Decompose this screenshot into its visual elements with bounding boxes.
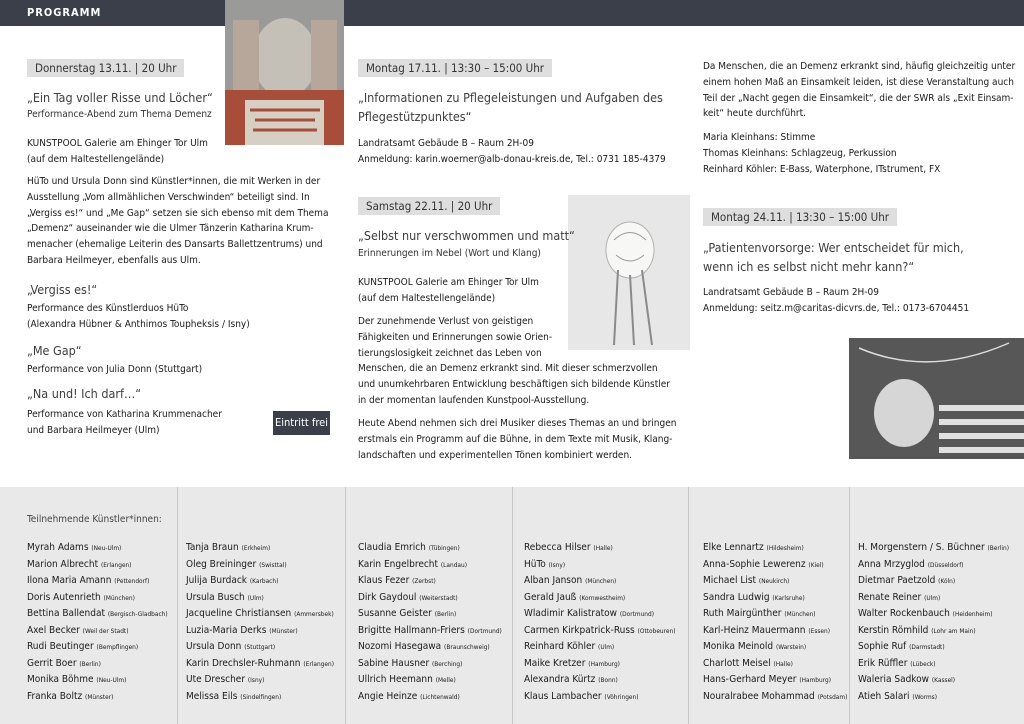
artist-city: (Isny) — [247, 676, 265, 684]
artist-name: Monika Meinold — [703, 641, 774, 652]
artist-entry — [358, 639, 502, 656]
artist-entry — [186, 606, 334, 623]
artist-city: (Worms) — [912, 692, 937, 701]
part-details — [27, 301, 250, 333]
artist-entry — [27, 623, 168, 640]
event4-title-line: „Patientenvorsorge: Wer entscheidet für mich, — [703, 240, 964, 255]
artist-entry — [703, 540, 847, 557]
artist-city: (Karbach) — [249, 577, 279, 585]
artist-entry — [186, 656, 334, 673]
artist-entry — [524, 672, 676, 689]
artist-name: Gerrit Boer — [27, 657, 77, 669]
artist-name: Wladimir Kalistratow — [524, 608, 617, 619]
artist-city: (Berlin) — [79, 659, 101, 668]
artist-city: (Kiel) — [808, 560, 824, 569]
artist-city: (Neukirch) — [758, 577, 790, 585]
part-title: „Vergiss es!“ — [27, 282, 98, 297]
artist-city: (Tübingen) — [428, 544, 460, 552]
artist-city: (Warstein) — [775, 643, 807, 651]
artist-entry — [358, 672, 502, 689]
artist-entry — [27, 590, 168, 607]
artist-entry — [358, 623, 502, 640]
artist-city: (Heidenheim) — [952, 610, 993, 618]
artist-entry — [27, 672, 168, 689]
artist-city: (Hamburg) — [588, 659, 620, 668]
artist-name: Dietmar Paetzold — [858, 575, 936, 586]
artist-city: (Ulm) — [924, 593, 941, 602]
event2-title-line: „Informationen zu Pflegeleistungen und Aufgaben des — [358, 90, 663, 105]
artist-city: (Bergisch-Gladbach) — [107, 610, 168, 618]
event1-title: „Ein Tag voller Risse und Löcher“ — [27, 90, 213, 105]
artist-entry — [27, 557, 168, 574]
artist-name: Monika Böhme — [27, 674, 94, 685]
part-details — [27, 407, 222, 439]
artist-city: (München) — [103, 593, 135, 602]
event4-title-line: wenn ich es selbst nicht mehr kann?“ — [703, 259, 915, 274]
artist-city: (Melle) — [435, 676, 456, 684]
artist-city: (Berlin) — [987, 544, 1010, 552]
artist-city: (Stuttgart) — [244, 643, 276, 651]
artist-name: Luzia-Maria Derks — [186, 624, 267, 636]
artist-name: Nouralrabee Mohammad — [703, 690, 815, 702]
artist-city: (Berlin) — [434, 610, 457, 618]
artist-entry — [358, 689, 502, 706]
artist-city: (München) — [585, 577, 617, 585]
part-title: „Na und! Ich darf…“ — [27, 386, 142, 401]
event3-title: „Selbst nur verschwommen und matt“ — [358, 228, 575, 243]
artist-city: (Isny) — [548, 560, 566, 569]
artist-entry — [703, 623, 847, 640]
event3-text-line: Fähigkeiten und Erinnerungen sowie Orien- — [358, 331, 553, 343]
event3-text-line: und unumkehrbaren Entwicklung beschäftigen sich bildende Künstler — [358, 379, 670, 391]
credit-line: Thomas Kleinhans: Schlagzeug, Perkussion — [703, 147, 897, 159]
artist-name: H. Morgenstern / S. Büchner — [858, 542, 985, 553]
event4-date: Montag 24.11. | 13:30 – 15:00 Uhr — [703, 208, 897, 226]
artist-name: Oleg Breininger — [186, 558, 257, 570]
artist-name: Bettina Ballendat — [27, 608, 106, 619]
event1-description-line: „Demenz“ auseinander wie die Ulmer Tänzerin Katharina Krum- — [27, 223, 314, 235]
artist-name: Alexandra Kürtz — [524, 674, 596, 685]
artist-column — [858, 540, 1009, 705]
artist-entry — [186, 639, 334, 656]
event3-text-line: Menschen, die an Demenz erkrankt sind. Mit dieser schmerzvollen — [358, 363, 658, 375]
artist-city: (Darmstadt) — [909, 643, 945, 651]
artist-name: Ursula Donn — [186, 641, 242, 652]
artists-heading: Teilnehmende Künstler*innen: — [27, 514, 162, 525]
artist-entry — [186, 672, 334, 689]
artist-city: (Erkheim) — [241, 544, 271, 552]
artist-name: Ute Drescher — [186, 674, 246, 685]
event4-details — [703, 285, 969, 317]
artist-city: (Landau) — [440, 560, 468, 569]
artist-entry — [858, 540, 1009, 557]
artist-name: Ursula Busch — [186, 591, 245, 603]
artist-name: Karin Engelbrecht — [358, 558, 439, 570]
artist-name: Brigitte Hallmann-Friers — [358, 624, 465, 636]
part-details — [27, 362, 202, 378]
event1-description-line: HüTo und Ursula Donn sind Künstler*innen, die mit Werken in der — [27, 176, 321, 187]
event1-description-line: menacher (ehemalige Leiterin des Dansarts Ballettzentrums) und — [27, 239, 323, 251]
artist-name: Walter Rockenbauch — [858, 608, 950, 619]
artist-city: (Braunschweig) — [444, 643, 490, 651]
artist-name: HüTo — [524, 558, 546, 570]
artist-name: Karl-Heinz Mauermann — [703, 624, 806, 636]
artist-name: Franka Boltz — [27, 690, 83, 702]
artist-city: (Erlangen) — [303, 659, 334, 668]
photo-old-woman-veil — [849, 338, 1024, 459]
column-divider — [849, 487, 850, 724]
artist-city: (Essen) — [808, 626, 831, 635]
artist-entry — [703, 606, 847, 623]
event2-details — [358, 136, 666, 168]
event3-date: Samstag 22.11. | 20 Uhr — [358, 197, 500, 215]
event3-text-line: tierungslosigkeit zeichnet das Leben von — [358, 347, 542, 359]
artist-name: Doris Autenrieth — [27, 591, 101, 603]
artist-city: (Potsdam) — [817, 692, 848, 701]
artist-name: Rudi Beutinger — [27, 641, 94, 652]
artist-city: (Hildesheim) — [766, 544, 804, 552]
artist-entry — [858, 606, 1009, 623]
event1-venue-line: (auf dem Haltestellengelände) — [27, 153, 165, 165]
program-header — [0, 0, 1024, 26]
artist-name: Renate Reiner — [858, 591, 922, 603]
artist-entry — [524, 623, 676, 640]
artist-column — [703, 540, 847, 705]
artist-city: (Neu-Ulm) — [96, 676, 127, 684]
artist-name: Reinhard Köhler — [524, 641, 596, 652]
event1-description-line: Barbara Heilmeyer, ebenfalls aus Ulm. — [27, 254, 201, 266]
event3-continued-text — [703, 59, 1015, 122]
artist-name: Nozomi Hasegawa — [358, 641, 442, 652]
event3-text-line: Heute Abend nehmen sich drei Musiker dieses Themas an und bringen — [358, 418, 677, 429]
event4-title — [703, 238, 964, 276]
artist-city: (Ammersbek) — [294, 610, 334, 618]
artist-city: (Karlsruhe) — [772, 593, 805, 602]
artist-entry — [27, 573, 168, 590]
artist-column — [358, 540, 502, 705]
artist-name: Dirk Gaydoul — [358, 591, 417, 603]
event3-venue-line: KUNSTPOOL Galerie am Ehinger Tor Ulm — [358, 277, 539, 288]
event4-location: Landratsamt Gebäude B – Raum 2H-09 — [703, 287, 879, 298]
event3-text-line: Der zunehmende Verlust von geistigen — [358, 316, 534, 327]
artist-city: (Zerbst) — [412, 577, 436, 585]
artist-name: Atieh Salari — [858, 690, 910, 702]
artist-entry — [186, 623, 334, 640]
column-divider — [512, 487, 513, 724]
artist-name: Hans-Gerhard Meyer — [703, 674, 797, 685]
artist-entry — [703, 639, 847, 656]
event3-venue — [358, 275, 539, 307]
artist-entry — [703, 672, 847, 689]
event3-paragraph-1 — [358, 314, 670, 409]
artist-entry — [703, 689, 847, 706]
event2-location: Landratsamt Gebäude B – Raum 2H-09 — [358, 138, 534, 149]
part-line: Performance von Katharina Krummenacher — [27, 409, 222, 420]
event3-text-line: erstmals ein Programm auf die Bühne, in dem Texte mit Musik, Klang- — [358, 433, 673, 445]
part-line: (Alexandra Hübner & Anthimos Toupheksis / Isny) — [27, 318, 250, 330]
artist-name: Erik Rüffler — [858, 657, 908, 669]
artist-entry — [524, 557, 676, 574]
photo-elderly-woman — [225, 0, 344, 145]
free-entry-button[interactable]: Eintritt frei — [273, 411, 330, 435]
artist-name: Alban Janson — [524, 575, 583, 586]
artist-name: Anna-Sophie Lewerenz — [703, 558, 806, 570]
event3-text-line: in der momentan laufenden Kunstpool-Ausstellung. — [358, 394, 590, 406]
artist-city: (Münster) — [269, 626, 298, 635]
artist-city: (Lichtenwald) — [420, 692, 460, 701]
continued-line: einem hohen Maß an Einsamkeit leiden, ist diese Veranstaltung auch — [703, 76, 1014, 88]
artist-city: (Bonn) — [598, 676, 618, 684]
artist-entry — [358, 656, 502, 673]
artist-entry — [524, 639, 676, 656]
artist-entry — [186, 540, 334, 557]
event3-subtitle: Erinnerungen im Nebel (Wort und Klang) — [358, 248, 541, 259]
artist-city: (Bempflingen) — [96, 643, 139, 651]
artist-entry — [186, 590, 334, 607]
artist-name: Maike Kretzer — [524, 657, 586, 669]
artist-name: Julija Burdack — [186, 575, 248, 586]
event1-venue — [27, 136, 208, 168]
artist-name: Ilona Maria Amann — [27, 575, 112, 586]
artist-name: Michael List — [703, 575, 757, 586]
artist-city: (Kornwestheim) — [579, 593, 626, 602]
artist-name: Marion Albrecht — [27, 558, 99, 570]
artist-name: Susanne Geister — [358, 608, 432, 619]
artist-column — [186, 540, 334, 705]
event1-description-line: „Vergiss es!“ und „Me Gap“ setzen sie sich ebenso mit dem Thema — [27, 207, 329, 219]
part-title: „Me Gap“ — [27, 343, 82, 358]
artist-name: Waleria Sadkow — [858, 674, 930, 685]
artist-name: Karin Drechsler-Ruhmann — [186, 657, 301, 669]
artist-city: (Erlangen) — [100, 560, 132, 569]
credit-line: Reinhard Köhler: E-Bass, Waterphone, ITstrument, FX — [703, 163, 941, 175]
event3-text-line: landschaften und experimentellen Tönen kombiniert werden. — [358, 449, 633, 461]
artist-city: (Berching) — [432, 659, 463, 668]
artist-name: Ullrich Heemann — [358, 674, 433, 685]
part-line: Performance des Künstlerduos HüTo — [27, 303, 189, 314]
artist-entry — [858, 573, 1009, 590]
part-line: und Barbara Heilmeyer (Ulm) — [27, 424, 160, 436]
artist-city: (Neu-Ulm) — [91, 544, 122, 552]
artist-entry — [703, 573, 847, 590]
program-header-label: PROGRAMM — [27, 6, 102, 19]
event2-title-line: Pflegestützpunktes“ — [358, 109, 472, 124]
artist-entry — [858, 590, 1009, 607]
artist-entry — [358, 590, 502, 607]
artist-entry — [858, 672, 1009, 689]
artist-name: Klaus Fezer — [358, 575, 410, 586]
artist-name: Sabine Hausner — [358, 657, 430, 669]
continued-line: Da Menschen, die an Demenz erkrankt sind, häufig gleichzeitig unter — [703, 61, 1016, 72]
artist-city: (Weil der Stadt) — [82, 626, 129, 635]
event3-venue-line: (auf dem Haltestellengelände) — [358, 292, 496, 304]
event1-description — [27, 174, 328, 269]
artist-name: Sandra Ludwig — [703, 591, 770, 603]
artist-city: (Sindelfingen) — [240, 692, 282, 701]
artist-entry — [703, 656, 847, 673]
artist-city: (Ottobeuren) — [637, 626, 676, 635]
artist-column — [524, 540, 676, 705]
artist-name: Carmen Kirkpatrick-Russ — [524, 624, 635, 636]
event2-title — [358, 88, 663, 126]
artist-city: (Ulm) — [598, 643, 615, 651]
artist-entry — [524, 590, 676, 607]
artist-name: Elke Lennartz — [703, 542, 764, 553]
artist-entry — [358, 573, 502, 590]
artist-name: Ruth Mairgünther — [703, 608, 782, 619]
artist-entry — [186, 689, 334, 706]
artist-city: (Swisttal) — [259, 560, 287, 569]
artist-entry — [524, 606, 676, 623]
artist-column — [27, 540, 168, 705]
event1-date: Donnerstag 13.11. | 20 Uhr — [27, 59, 184, 77]
artist-entry — [186, 573, 334, 590]
column-divider — [345, 487, 346, 724]
artist-name: Gerald Jauß — [524, 591, 577, 603]
event1-subtitle: Performance-Abend zum Thema Demenz — [27, 109, 212, 120]
event3-paragraph-2 — [358, 416, 676, 463]
artist-entry — [703, 557, 847, 574]
artist-entry — [358, 540, 502, 557]
part-line: Performance von Julia Donn (Stuttgart) — [27, 364, 203, 375]
continued-line: Teil der „Nacht gegen die Einsamkeit“, die der SWR als „Exit Einsam- — [703, 92, 1014, 104]
artist-city: (Vöhringen) — [604, 692, 639, 701]
artist-name: Kerstin Römhild — [858, 624, 929, 636]
event2-registration: Anmeldung: karin.woerner@alb-donau-kreis.de, Tel.: 0731 185-4379 — [358, 153, 666, 165]
artist-city: (Hamburg) — [799, 676, 832, 684]
artist-entry — [27, 639, 168, 656]
artist-name: Jacqueline Christiansen — [186, 608, 292, 619]
event3-credits — [703, 130, 940, 177]
artist-name: Sophie Ruf — [858, 641, 907, 652]
event2-date: Montag 17.11. | 13:30 – 15:00 Uhr — [358, 59, 552, 77]
artist-city: (Halle) — [593, 544, 613, 552]
artist-name: Claudia Emrich — [358, 542, 426, 553]
artist-entry — [27, 656, 168, 673]
artist-entry — [27, 540, 168, 557]
artist-entry — [524, 656, 676, 673]
artist-city: (Lohr am Main) — [931, 626, 976, 635]
artist-name: Melissa Eils — [186, 690, 238, 702]
artist-entry — [524, 689, 676, 706]
continued-line: keit“ heute durchführt. — [703, 108, 806, 120]
credit-line: Maria Kleinhans: Stimme — [703, 132, 816, 143]
column-divider — [688, 487, 689, 724]
artist-city: (Ulm) — [247, 593, 264, 602]
column-divider — [177, 487, 178, 724]
artist-city: (Halle) — [773, 659, 793, 668]
artist-entry — [858, 656, 1009, 673]
artist-city: (Kassel) — [931, 676, 956, 684]
event1-description-line: Ausstellung „Vom allmählichen Verschwinden“ beteiligt sind. In — [27, 191, 310, 203]
artist-city: (Lübeck) — [910, 659, 936, 668]
artist-name: Axel Becker — [27, 624, 80, 636]
artist-name: Anna Mrzyglod — [858, 558, 925, 570]
artist-entry — [27, 689, 168, 706]
artist-name: Klaus Lambacher — [524, 690, 602, 702]
artist-entry — [186, 557, 334, 574]
artist-city: (Dortmund) — [467, 626, 502, 635]
artist-entry — [858, 689, 1009, 706]
artist-entry — [524, 540, 676, 557]
artist-entry — [858, 623, 1009, 640]
artist-city: (Dortmund) — [619, 610, 655, 618]
artist-entry — [27, 606, 168, 623]
artist-city: (München) — [784, 610, 816, 618]
artist-city: (Pettendorf) — [114, 577, 150, 585]
artist-entry — [858, 557, 1009, 574]
artist-city: (Weiterstadt) — [419, 593, 458, 602]
event1-venue-line: KUNSTPOOL Galerie am Ehinger Tor Ulm — [27, 138, 208, 149]
artist-city: (Düsseldorf) — [927, 560, 964, 569]
artist-name: Charlott Meisel — [703, 657, 771, 669]
artist-name: Angie Heinze — [358, 690, 418, 702]
artist-name: Myrah Adams — [27, 542, 89, 553]
artist-entry — [358, 606, 502, 623]
artist-name: Tanja Braun — [186, 542, 239, 553]
artist-name: Rebecca Hilser — [524, 542, 591, 553]
artist-entry — [858, 639, 1009, 656]
event4-registration: Anmeldung: seitz.m@caritas-dicvrs.de, Tel.: 0173-6704451 — [703, 302, 970, 314]
artist-entry — [524, 573, 676, 590]
artist-entry — [703, 590, 847, 607]
artist-city: (Köln) — [938, 577, 956, 585]
artist-entry — [358, 557, 502, 574]
artist-city: (Münster) — [85, 692, 114, 701]
